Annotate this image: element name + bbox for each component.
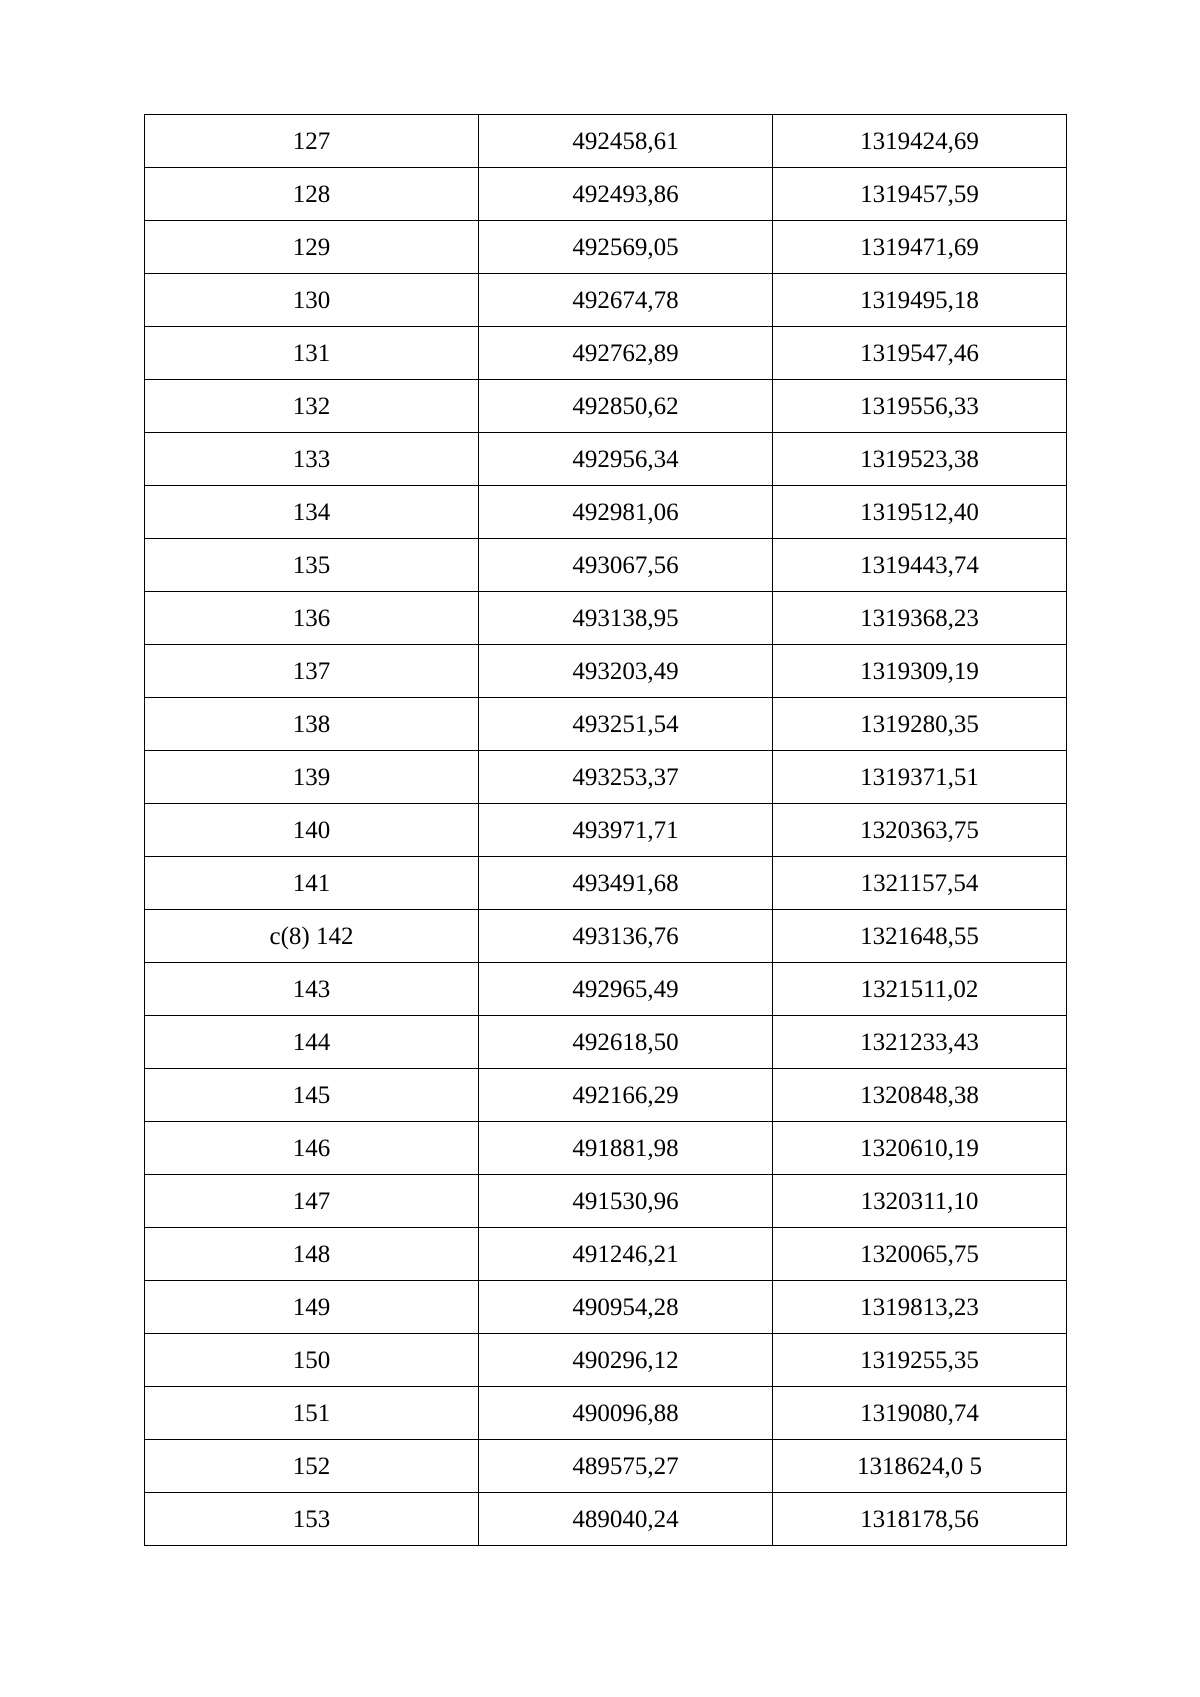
table-row (145, 274, 1067, 327)
y-coordinate-cell: 1321648,55 (773, 910, 1067, 963)
table-row (145, 1069, 1067, 1122)
x-coordinate-cell: 490096,88 (479, 1387, 773, 1440)
table-row (145, 486, 1067, 539)
table-row (145, 751, 1067, 804)
y-coordinate-cell: 1319457,59 (773, 168, 1067, 221)
point-number-cell: 134 (145, 486, 479, 539)
table-row (145, 1334, 1067, 1387)
point-number-cell: 127 (145, 115, 479, 168)
y-coordinate-cell: 1319424,69 (773, 115, 1067, 168)
table-row (145, 910, 1067, 963)
y-coordinate-cell: 1319471,69 (773, 221, 1067, 274)
table-row (145, 857, 1067, 910)
point-number-cell: 140 (145, 804, 479, 857)
y-coordinate-cell: 1318178,56 (773, 1493, 1067, 1546)
x-coordinate-cell: 492569,05 (479, 221, 773, 274)
table-row (145, 539, 1067, 592)
point-number-cell: 135 (145, 539, 479, 592)
table-row (145, 221, 1067, 274)
x-coordinate-cell: 493138,95 (479, 592, 773, 645)
y-coordinate-cell: 1319813,23 (773, 1281, 1067, 1334)
y-coordinate-cell: 1320610,19 (773, 1122, 1067, 1175)
point-number-cell: 139 (145, 751, 479, 804)
point-number-cell: 137 (145, 645, 479, 698)
point-number-cell: 150 (145, 1334, 479, 1387)
point-number-cell: 130 (145, 274, 479, 327)
x-coordinate-cell: 492762,89 (479, 327, 773, 380)
x-coordinate-cell: 491246,21 (479, 1228, 773, 1281)
x-coordinate-cell: 491530,96 (479, 1175, 773, 1228)
y-coordinate-cell: 1319523,38 (773, 433, 1067, 486)
x-coordinate-cell: 490296,12 (479, 1334, 773, 1387)
table-row (145, 1175, 1067, 1228)
table-row (145, 698, 1067, 751)
table-row (145, 592, 1067, 645)
table-row (145, 327, 1067, 380)
x-coordinate-cell: 489040,24 (479, 1493, 773, 1546)
x-coordinate-cell: 492458,61 (479, 115, 773, 168)
x-coordinate-cell: 493971,71 (479, 804, 773, 857)
point-number-cell: 153 (145, 1493, 479, 1546)
y-coordinate-cell: 1319371,51 (773, 751, 1067, 804)
point-number-cell: 144 (145, 1016, 479, 1069)
y-coordinate-cell: 1319512,40 (773, 486, 1067, 539)
x-coordinate-cell: 492166,29 (479, 1069, 773, 1122)
point-number-cell: 131 (145, 327, 479, 380)
x-coordinate-cell: 492493,86 (479, 168, 773, 221)
point-number-cell: 146 (145, 1122, 479, 1175)
y-coordinate-cell: 1319309,19 (773, 645, 1067, 698)
point-number-cell: 145 (145, 1069, 479, 1122)
point-number-cell: 132 (145, 380, 479, 433)
x-coordinate-cell: 490954,28 (479, 1281, 773, 1334)
y-coordinate-cell: 1319443,74 (773, 539, 1067, 592)
point-number-cell: c(8) 142 (145, 910, 479, 963)
point-number-cell: 138 (145, 698, 479, 751)
y-coordinate-cell: 1319255,35 (773, 1334, 1067, 1387)
y-coordinate-cell: 1320363,75 (773, 804, 1067, 857)
point-number-cell: 133 (145, 433, 479, 486)
y-coordinate-cell: 1320311,10 (773, 1175, 1067, 1228)
y-coordinate-cell: 1319495,18 (773, 274, 1067, 327)
y-coordinate-cell: 1318624,0 5 (773, 1440, 1067, 1493)
x-coordinate-cell: 492850,62 (479, 380, 773, 433)
x-coordinate-cell: 493251,54 (479, 698, 773, 751)
x-coordinate-cell: 492965,49 (479, 963, 773, 1016)
point-number-cell: 143 (145, 963, 479, 1016)
y-coordinate-cell: 1321233,43 (773, 1016, 1067, 1069)
table-row (145, 1016, 1067, 1069)
x-coordinate-cell: 493491,68 (479, 857, 773, 910)
x-coordinate-cell: 491881,98 (479, 1122, 773, 1175)
table-row (145, 1281, 1067, 1334)
x-coordinate-cell: 492674,78 (479, 274, 773, 327)
table-row (145, 1440, 1067, 1493)
table-row (145, 1387, 1067, 1440)
point-number-cell: 129 (145, 221, 479, 274)
y-coordinate-cell: 1319280,35 (773, 698, 1067, 751)
x-coordinate-cell: 493067,56 (479, 539, 773, 592)
table-row (145, 645, 1067, 698)
y-coordinate-cell: 1319556,33 (773, 380, 1067, 433)
y-coordinate-cell: 1321511,02 (773, 963, 1067, 1016)
table-row (145, 115, 1067, 168)
point-number-cell: 149 (145, 1281, 479, 1334)
y-coordinate-cell: 1319080,74 (773, 1387, 1067, 1440)
table-row (145, 1228, 1067, 1281)
table-row (145, 433, 1067, 486)
x-coordinate-cell: 492956,34 (479, 433, 773, 486)
x-coordinate-cell: 493253,37 (479, 751, 773, 804)
x-coordinate-cell: 493203,49 (479, 645, 773, 698)
y-coordinate-cell: 1320848,38 (773, 1069, 1067, 1122)
table-row (145, 1493, 1067, 1546)
y-coordinate-cell: 1319547,46 (773, 327, 1067, 380)
table-row (145, 380, 1067, 433)
y-coordinate-cell: 1321157,54 (773, 857, 1067, 910)
table-row (145, 1122, 1067, 1175)
point-number-cell: 128 (145, 168, 479, 221)
table-row (145, 168, 1067, 221)
x-coordinate-cell: 489575,27 (479, 1440, 773, 1493)
point-number-cell: 148 (145, 1228, 479, 1281)
x-coordinate-cell: 493136,76 (479, 910, 773, 963)
table-body (145, 115, 1067, 1546)
x-coordinate-cell: 492618,50 (479, 1016, 773, 1069)
x-coordinate-cell: 492981,06 (479, 486, 773, 539)
coordinates-table (144, 114, 1067, 1546)
table-row (145, 963, 1067, 1016)
y-coordinate-cell: 1319368,23 (773, 592, 1067, 645)
table-row (145, 804, 1067, 857)
point-number-cell: 136 (145, 592, 479, 645)
point-number-cell: 152 (145, 1440, 479, 1493)
point-number-cell: 151 (145, 1387, 479, 1440)
point-number-cell: 147 (145, 1175, 479, 1228)
y-coordinate-cell: 1320065,75 (773, 1228, 1067, 1281)
point-number-cell: 141 (145, 857, 479, 910)
